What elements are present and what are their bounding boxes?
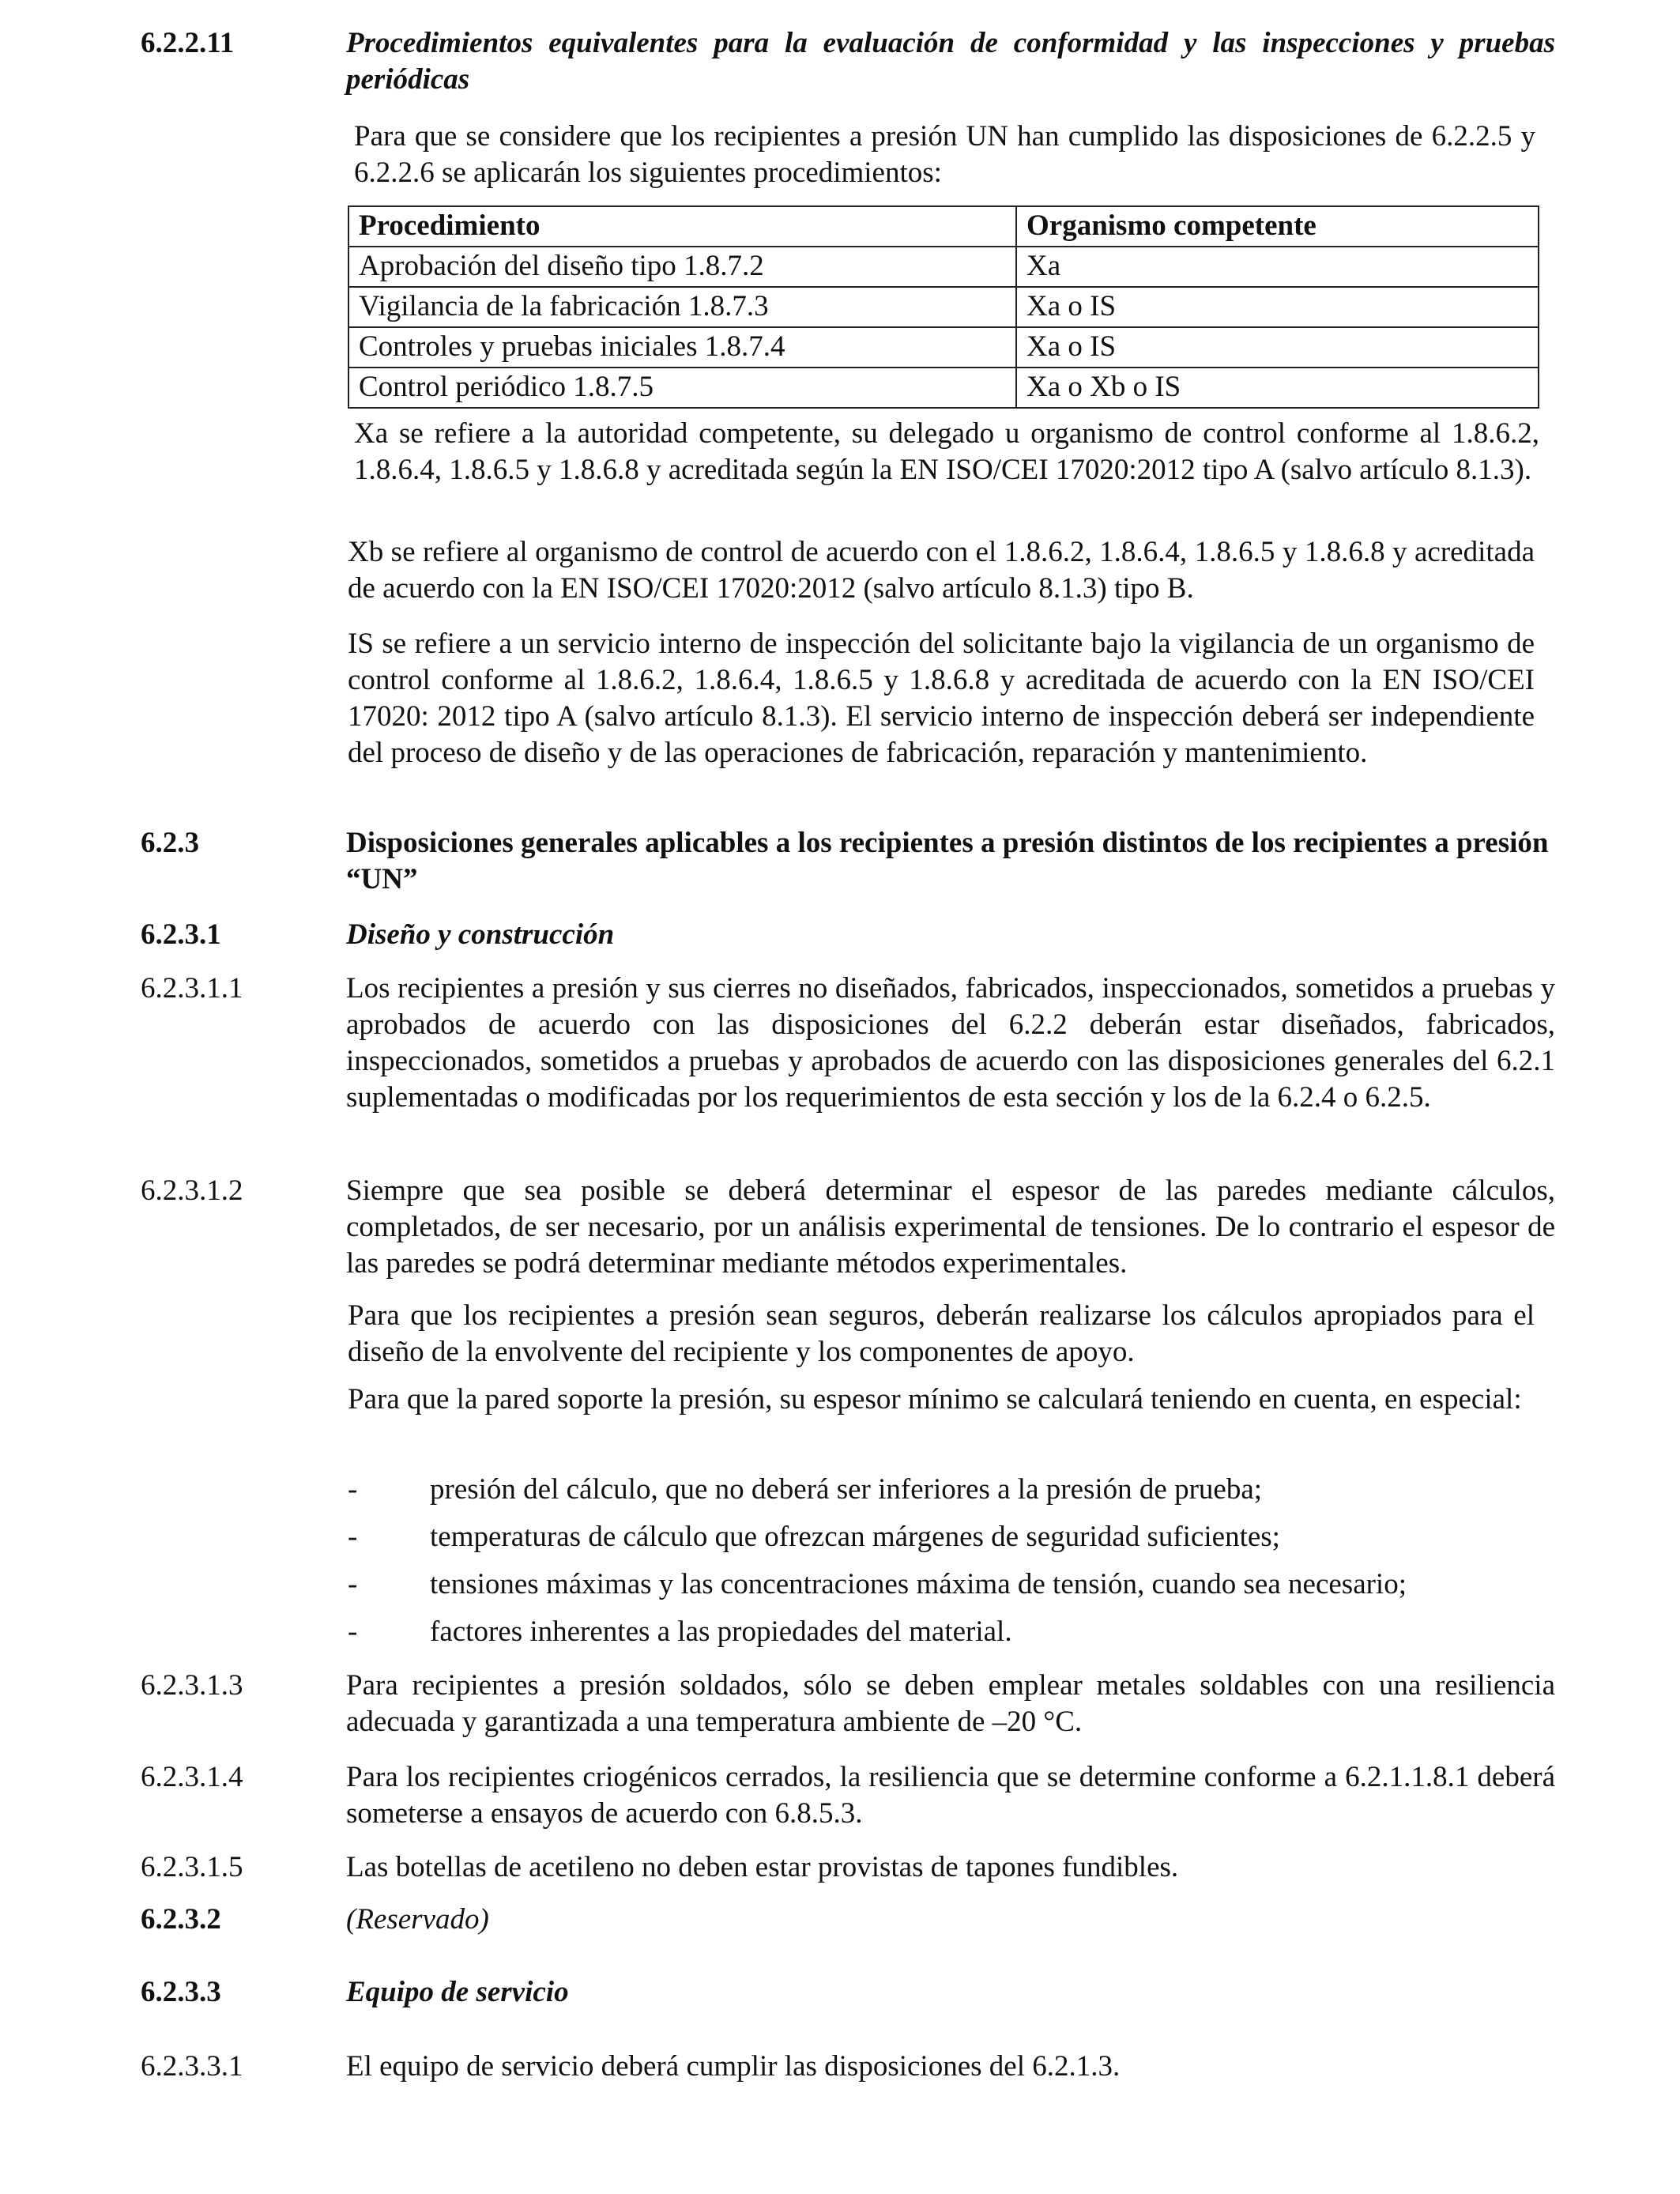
procedures-table xyxy=(348,205,1539,409)
table-cell: Xa xyxy=(1016,247,1539,287)
section-title: Disposiciones generales aplicables a los recipientes a presión distintos de los recipientes a presión “UN” xyxy=(346,827,1549,895)
document-page: 6.2.2.11 Procedimientos equivalentes para la evaluación de conformidad y las inspecciones y pruebas periódicas Para que se considere que los recipientes a presión UN han cumplido las disposiciones de 6.2.2.5 y 6.2.2.6 se aplicarán los siguientes procedimientos: Procedimiento Organismo competente Aprobación del diseño tipo 1.8.7.2 Xa Vigilancia de la fabricación 1.8.7.3 Xa o IS Controles y pruebas iniciales 1.8.7.4 Xa o IS Control periódico 1.8.7.5 Xa o Xb o IS Xa se refiere a la autoridad competente, su delegado u organismo de control conforme al 1.8.6.2, 1.8.6.4, 1.8.6.5 y 1.8.6.8 y acreditada según la EN ISO/CEI 17020:2012 tipo A (salvo artículo 8.1.3). Xb se refiere al organismo de control de acuerdo con el 1.8.6.2, 1.8.6.4, 1.8.6.5 y 1.8.6.8 y acreditada de acuerdo con la EN ISO/CEI 17020:2012 (salvo artículo 8.1.3) tipo B. IS se refiere a un servicio interno de inspección del solicitante bajo la vigilancia de un organismo de control conforme al 1.8.6.2, 1.8.6.4, 1.8.6.5 y 1.8.6.8 y acreditada de acuerdo con la EN ISO/CEI 17020: 2012 tipo A (salvo artículo 8.1.3). El servicio interno de inspección deberá ser independiente del proceso de diseño y de las operaciones de fabricación, reparación y mantenimiento. 6.2.3 Disposiciones generales aplicables a los recipientes a presión distintos de los recipientes a presión “UN” 6.2.3.1 Diseño y construcción 6.2.3.1.1 Los recipientes a presión y sus cierres no diseñados, fabricados, inspeccionados, sometidos a pruebas y aprobados de acuerdo con las disposiciones del 6.2.2 deberán estar diseñados, fabricados, inspeccionados, sometidos a pruebas y aprobados de acuerdo con las disposiciones generales del 6.2.1 suplementadas o modificadas por los requerimientos de esta sección y los de la 6.2.4 o 6.2.5. 6.2.3.1.2 Siempre que sea posible se deberá determinar el espesor de las paredes mediante cálculos, completados, de ser necesario, por un análisis experimental de tensiones. De lo contrario el espesor de las paredes se podrá determinar mediante métodos experimentales. Para que los recipientes a presión sean seguros, deberán realizarse los cálculos apropiados para el diseño de la envolvente del recipiente y los componentes de apoyo. Para que la pared soporte la presión, su espesor mínimo se calculará teniendo en cuenta, en especial: - presión del cálculo, que no deberá ser inferiores a la presión de prueba; - temperaturas de cálculo que ofrezcan márgenes de seguridad suficientes; - tensiones máximas y las concentraciones máxima de tensión, cuando sea necesario; - factores inherentes a las propiedades del material. 6.2.3.1.3 Para recipientes a presión soldados, sólo se deben emplear metales soldables con una resiliencia adecuada y garantizada a una temperatura ambiente de –20 °C. 6.2.3.1.4 Para los recipientes criogénicos cerrados, la resiliencia que se determine conforme a 6.2.1.1.8.1 deberá someterse a ensayos de acuerdo con 6.8.5.3. 6.2.3.1.5 Las botellas de acetileno no deben estar provistas de tapones fundibles. 6.2.3.2 (Reservado) 6.2.3.3 Equipo de servicio 6.2.3.3.1 El equipo de servicio deberá cumplir las disposiciones del 6.2.1.3. xyxy=(0,0,1680,2194)
section-text: Para recipientes a presión soldados, sólo se deben emplear metales soldables con una resiliencia adecuada y garantizada a una temperatura ambiente de –20 °C. xyxy=(346,1669,1555,1738)
paragraph-safety-calc: Para que los recipientes a presión sean seguros, deberán realizarse los cálculos apropiados para el diseño de la envolvente del recipiente y los componentes de apoyo. xyxy=(348,1299,1535,1368)
note-xb: Xb se refiere al organismo de control de acuerdo con el 1.8.6.2, 1.8.6.4, 1.8.6.5 y 1.8.6.8 y acreditada de acuerdo con la EN ISO/CEI 17020:2012 (salvo artículo 8.1.3) tipo B. xyxy=(348,536,1535,605)
section-number: 6.2.3.1.4 xyxy=(141,1761,243,1793)
section-number: 6.2.3.3 xyxy=(141,1976,221,2008)
table-header-cell: Organismo competente xyxy=(1016,206,1539,247)
table-cell: Xa o Xb o IS xyxy=(1016,368,1539,408)
section-text: Para los recipientes criogénicos cerrados, la resiliencia que se determine conforme a 6.2.1.1.8.1 deberá someterse a ensayos de acuerdo con 6.8.5.3. xyxy=(346,1761,1555,1830)
table-row xyxy=(348,327,1539,368)
section-number: 6.2.3.1.1 xyxy=(141,972,243,1005)
paragraph-min-thickness: Para que la pared soporte la presión, su espesor mínimo se calculará teniendo en cuenta, en especial: xyxy=(348,1383,1522,1416)
table-cell: Controles y pruebas iniciales 1.8.7.4 xyxy=(348,327,1016,368)
section-text: El equipo de servicio deberá cumplir las disposiciones del 6.2.1.3. xyxy=(346,2050,1121,2083)
section-number: 6.2.3.1.3 xyxy=(141,1669,243,1702)
section-number: 6.2.3 xyxy=(141,827,199,859)
section-title: Equipo de servicio xyxy=(346,1976,569,2008)
section-text: Los recipientes a presión y sus cierres no diseñados, fabricados, inspeccionados, sometidos a pruebas y aprobados de acuerdo con las disposiciones del 6.2.2 deberán estar diseñados, fabricados, inspeccionados, sometidos a pruebas y aprobados de acuerdo con las disposiciones generales del 6.2.1 suplementadas o modificadas por los requerimientos de esta sección y los de la 6.2.4 o 6.2.5. xyxy=(346,972,1555,1114)
table-cell: Vigilancia de la fabricación 1.8.7.3 xyxy=(348,287,1016,327)
note-is: IS se refiere a un servicio interno de inspección del solicitante bajo la vigilancia de un organismo de control conforme al 1.8.6.2, 1.8.6.4, 1.8.6.5 y 1.8.6.8 y acreditada de acuerdo con la EN ISO/CEI 17020: 2012 tipo A (salvo artículo 8.1.3). El servicio interno de inspección deberá ser independiente del proceso de diseño y de las operaciones de fabricación, reparación y mantenimiento. xyxy=(348,628,1535,769)
section-title: Procedimientos equivalentes para la evaluación de conformidad y las inspecciones y pruebas periódicas xyxy=(346,27,1555,96)
table-row xyxy=(348,287,1539,327)
section-number: 6.2.3.1.5 xyxy=(141,1851,243,1883)
section-title: (Reservado) xyxy=(346,1903,489,1936)
table-cell: Xa o IS xyxy=(1016,327,1539,368)
section-title: Diseño y construcción xyxy=(346,918,615,951)
note-xa: Xa se refiere a la autoridad competente, su delegado u organismo de control conforme al 1.8.6.2, 1.8.6.4, 1.8.6.5 y 1.8.6.8 y acreditada según la EN ISO/CEI 17020:2012 tipo A (salvo artículo 8.1.3). xyxy=(354,417,1539,486)
section-number: 6.2.3.3.1 xyxy=(141,2050,243,2083)
table-header-row xyxy=(348,206,1539,247)
section-text: Las botellas de acetileno no deben estar provistas de tapones fundibles. xyxy=(346,1851,1179,1883)
section-text: Siempre que sea posible se deberá determinar el espesor de las paredes mediante cálculos, completados, de ser necesario, por un análisis experimental de tensiones. De lo contrario el espesor de las paredes se podrá determinar mediante métodos experimentales. xyxy=(346,1174,1555,1280)
table-cell: Xa o IS xyxy=(1016,287,1539,327)
section-number: 6.2.3.1 xyxy=(141,918,221,951)
section-number: 6.2.2.11 xyxy=(141,27,235,59)
table-row xyxy=(348,247,1539,287)
intro-paragraph: Para que se considere que los recipientes a presión UN han cumplido las disposiciones de 6.2.2.5 y 6.2.2.6 se aplicarán los siguientes procedimientos: xyxy=(354,120,1535,189)
section-number: 6.2.3.1.2 xyxy=(141,1174,243,1207)
section-number: 6.2.3.2 xyxy=(141,1903,221,1936)
table-header-cell: Procedimiento xyxy=(348,206,1016,247)
table-cell: Aprobación del diseño tipo 1.8.7.2 xyxy=(348,247,1016,287)
table-cell: Control periódico 1.8.7.5 xyxy=(348,368,1016,408)
table-row xyxy=(348,368,1539,408)
